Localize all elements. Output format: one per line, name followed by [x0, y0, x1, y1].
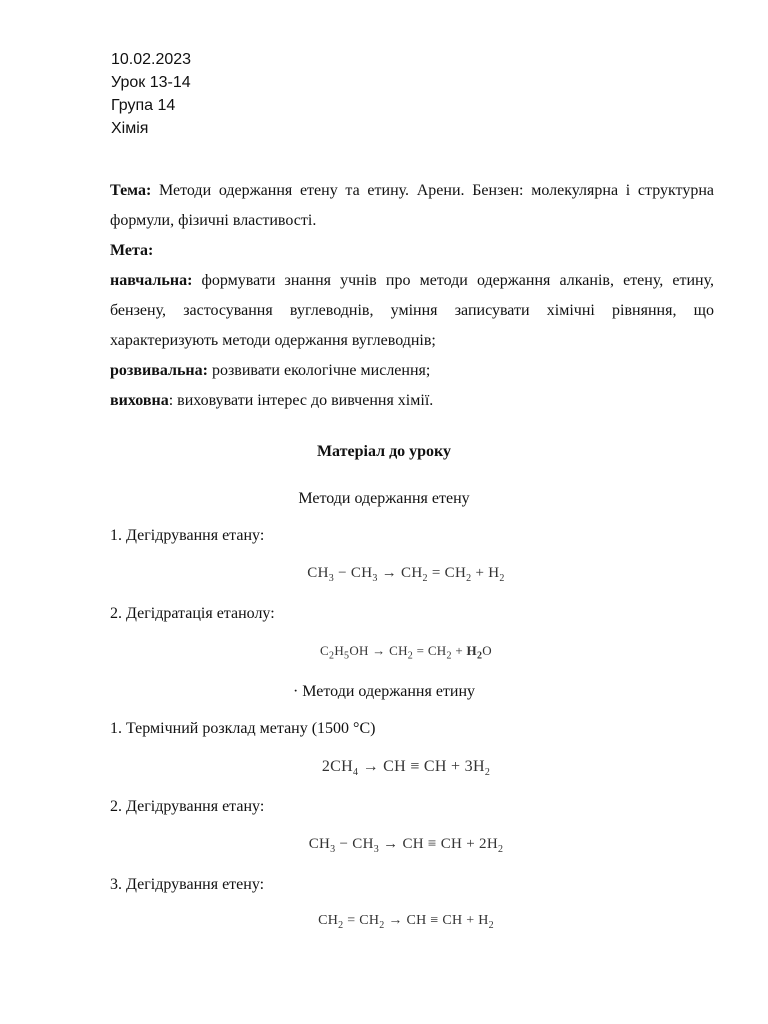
developmental-goal [110, 356, 714, 386]
document-header [111, 48, 191, 140]
ethene-method-2-label: 2. Дегідратація етанолу: [110, 605, 275, 622]
developmental-label: розвивальна: [110, 362, 208, 379]
ethyne-method-3-label: 3. Дегідрування етену: [110, 876, 265, 893]
educational-goal [110, 266, 714, 356]
group-number: Група 14 [111, 97, 176, 114]
topic-paragraph [110, 176, 714, 236]
equation-methane-decomposition: $2CH_4$ → CH ≡ CH + $3H_2$ [321, 758, 491, 779]
ethyne-heading: · Методи одержання етину [292, 683, 476, 700]
lesson-number: Урок 13-14 [111, 74, 191, 91]
upbringing-goal [110, 386, 714, 416]
goal-paragraph [110, 236, 714, 266]
equation-ethane-to-ethyne: $CH_3 - CH_3$ → CH ≡ CH + $2H_2$ [308, 836, 504, 855]
ethene-method-1-label: 1. Дегідрування етану: [110, 527, 265, 544]
equation-ethene-to-ethyne: $CH_2 = CH_2$ → CH ≡ CH + $H_2$ [318, 913, 494, 931]
ethene-heading: Методи одержання етену [298, 490, 470, 507]
subject: Хімія [111, 120, 149, 137]
upbringing-label: виховна [110, 392, 169, 409]
developmental-text: розвивати екологічне мислення; [207, 362, 431, 379]
educational-text: формувати знання учнів про методи одержання алканів, етену, етину, бензену, застосування вуглеводнів, уміння записувати хімічні рівняння, що характеризують методи одержання вуглеводнів; [110, 272, 714, 349]
equation-ethane-dehydrogenation: $CH_3 - CH_3 \to CH_2 = CH_2 + H_2$ [307, 565, 505, 584]
ethyne-method-1-label: 1. Термічний розклад метану (1500 °С) [110, 720, 376, 737]
upbringing-text: : виховувати інтерес до вивчення хімії. [168, 392, 434, 409]
material-title: Матеріал до уроку [316, 443, 452, 460]
goal-label: Мета: [110, 242, 154, 259]
equation-ethanol-dehydration: $C_2H_5OH \to CH_2 = CH_2 + H_2O$ [320, 643, 492, 662]
date: 10.02.2023 [111, 51, 192, 68]
lesson-intro [110, 176, 714, 416]
educational-label: навчальна: [110, 272, 193, 289]
ethyne-method-2-label: 2. Дегідрування етану: [110, 798, 265, 815]
topic-text: Методи одержання етену та етину. Арени. Бензен: молекулярна і структурна формули, фізичні властивості. [110, 182, 714, 229]
topic-label: Тема: [110, 182, 152, 199]
